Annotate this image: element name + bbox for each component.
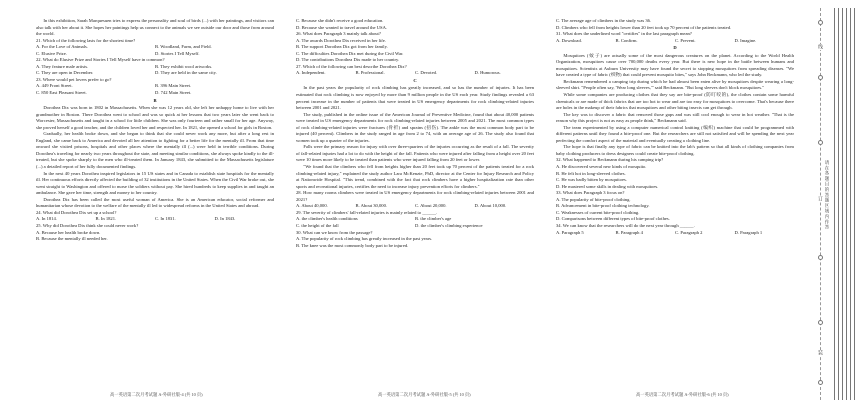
question-31-options (556, 38, 794, 45)
option-d: D. Stories I Tell Myself. (155, 50, 200, 56)
passage-b-paragraph-1: Dorothea Dix was born in 1802 in Massachusetts. When she was 12 years old, she left her unhappy home to live with her grandmother in Boston. There Dorothea went to school and was so quick at her lessons that two years later she went back to Worcester, Massachusetts and taught in a school for little children. She was only fourteen and rather small for her age. Anyway, she proved herself a good teacher, and the children loved her and respected her. In 1821, she opened a school for girls in Boston. (36, 105, 274, 130)
option-a: A. About 40,000. (296, 203, 328, 209)
option-d: D. the climber's climbing experience (415, 222, 483, 228)
option-a: A. the climber's health conditions (296, 216, 358, 222)
option-a: A. Independent. (296, 70, 326, 76)
option-b: B. Because the mentally ill needed her. (36, 236, 108, 242)
option-a: A. For the Love of Animals. (36, 44, 88, 50)
passage-b-paragraph-4: Dorothea Dix has been called the most useful woman of America. She is an American educator, social reformer and humanitarian whose devotion to the welfare of the mentally ill led to widespread reforms in the United States and abroad. (36, 196, 274, 209)
option-b: B. The knee was the most commonly body part to be injured. (296, 242, 409, 248)
passage-b-paragraph-3: In the next 40 years Dorothea inspired legislators in 15 US states and in Canada to establish state hospitals for the mentally ill. Her continuous efforts directly affected the building of 32 institutions in the United States. When the Civil War broke out, she went straight to Washington and offered to nurse the soldiers without pay. She hired hundreds to keep supplies in and taught an ambulance. She gave her time, strength and money to her country. (36, 170, 274, 196)
binding-rule-6 (854, 8, 855, 400)
question-23-options-row-2 (36, 90, 274, 97)
binding-hole-1 (818, 20, 823, 25)
option-c: C. Prevent. (675, 37, 696, 43)
page-footer-middle: 高一英语第二次月考试题 A-外研社版-5 (共 10 页) (378, 392, 471, 397)
option-a: A. 449 Front Street. (36, 83, 73, 89)
option-c: C. The difficulties Dorothea Dix met during the Civil War. (296, 50, 404, 56)
option-d: D. Paragraph 1 (734, 229, 763, 235)
passage-c-paragraph-3: Falls were the primary reason for injury with over three-quarters of the injuries occurring as the result of a fall. The severity of fall-related injuries had a lot to do with the height of the fall. Patients who were injured after falling from a height over 20 feet were 10 times more likely to be treated than patients who were injured falling from 20 feet or lower. (296, 144, 534, 163)
option-b: B. Advancement in bite-proof clothing technology. (556, 203, 650, 209)
option-b: B. Paragraph 4 (615, 229, 643, 235)
passage-b-paragraph-2: Gradually, her health broke down, and she began to think that she could never work any more, but after a long rest in England, she came back to America and devoted all her attention to fighting for a better life for the mentally ill. From that time onward she visited prisons, hospitals and other places where the mentally ill (...) were held in terrible conditions. During Dorothea's traveling for nearly two years throughout the state, and meeting similar conditions, she always spoke kindly to the ill-treated, but she spoke sharply to the men who ill-treated them. In January 1843, she submitted to the Massachusetts legislature (...) a detailed report of her fully documented findings. (36, 131, 274, 170)
passage-d-paragraph-2: Beckmann remembered a camping trip during which he had almost been eaten alive by mosquitoes despite wearing a long-sleeved shirt. "People often say, 'Wear long sleeves,'" said Beckmann. "But long sleeves don't block mosquitoes." (556, 78, 794, 91)
passage-d-paragraph-1: Mosquitoes (蚊子) are actually some of the most dangerous creatures on the planet. According to the World Health Organization, mosquitoes cause over 700,000 deaths every year. But there is new hope in the battle between humans and mosquitoes. Scientists at Auburn University may have found the secret to stopping mosquitoes from spreading diseases. "We have created a type of fabric (织物) that could prevent mosquito bites," says John Beckmann, who led the study. (556, 52, 794, 78)
option-b: B. They exhibit wool artworks. (155, 63, 213, 69)
question-34-stem: 34. We can know that the researchers will do the next year through ______. (556, 222, 695, 228)
question-23-stem: 23. Where would pet lovers prefer to go? (36, 76, 112, 82)
option-a: A. Because her health broke down. (36, 229, 101, 235)
question-21-stem: 21. Which of the following lasts for the shortest time? (36, 37, 136, 43)
binding-hole-5 (818, 320, 823, 325)
question-31-stem: 31. What does the underlined word "certifies" in the last paragraph mean? (556, 31, 692, 37)
option-c: C. Because she didn't receive a good education. (296, 18, 384, 23)
option-c: C. Weaknesses of current bite-proof clothing. (556, 209, 640, 215)
question-33-stem: 33. What does Paragraph 3 focus on? (556, 190, 625, 196)
option-a: A. Paragraph 5 (556, 229, 584, 235)
binding-hole-2 (818, 75, 823, 80)
binding-rule-3 (842, 8, 843, 400)
column-3 (556, 18, 794, 390)
question-28-options (296, 203, 534, 210)
page-footer-left: 高一英语第二次月考试题 A-外研社版-4 (共 10 页) (110, 392, 203, 397)
option-c: C. the height of the fall (296, 222, 339, 228)
question-25-stem: 25. Why did Dorothea Dix think she could never work? (36, 222, 139, 228)
option-b: B. In 1821. (95, 216, 117, 222)
binding-hole-3 (818, 140, 823, 145)
question-32-stem: 32. What happened to Beckmann during his camping trip? (556, 157, 664, 163)
option-c: C. Elusive Prize. (36, 50, 67, 56)
passage-d-paragraph-6: The hope is that finally any type of fabric can be knitted into the lab's pattern so that all kinds of clothing companies from baby clothing producers to dress designers could create bite-proof clothing. (556, 144, 794, 156)
question-29-stem: 29. The severity of climbers' fall-related injuries is mainly related to ______. (296, 209, 438, 215)
passage-d-paragraph-4: The key was to discover a fabric that removed those gaps and was still cool enough to wear in hot weather. "That is the reason why this project is not as easy as people think," Beckmann said. (556, 111, 794, 124)
question-27-options (296, 70, 534, 77)
passage-d-paragraph-5: The team experimented by using a computer numerical control knitting (编织) machine that could be programmed with different patterns until they found a bite-proof one. But the researchers are still not satisfied and will be spending the next year perfecting the comfort aspect of the material and eventually creating a clothing line. (556, 124, 794, 143)
binding-rule-2 (838, 8, 839, 400)
question-27-stem: 27. Which of the following can best describe Dorothea Dix? (296, 63, 407, 69)
option-c: C. The average age of climbers in the study was 36. (556, 18, 652, 23)
column-1 (36, 18, 274, 390)
passage-c-paragraph-2: The study, published in the online issue of the American Journal of Preventive Medicine, found that about 40,000 patients were treated in US emergency departments for rock climbing-related injuries between 2005 and 2021. The most common types of rock climbing-related injuries were fractures (骨折) and sprains (扭伤). The ankle was the most common body part to be injured (40 percent). Climbers in the study ranged in age from 2 to 74, with an average age of 26. The study also found that women took up a quarter of the injuries. (296, 111, 534, 143)
section-d-heading: D (673, 45, 677, 51)
question-24-stem: 24. What did Dorothea Dix set up a school? (36, 209, 117, 215)
option-a: A. The awards Dorothea Dix received in her life. (296, 37, 386, 43)
passage-c-paragraph-1: In the past years the popularity of rock climbing has greatly increased, and so has the number of injuries. It has been estimated that rock climbing is now enjoyed by more than 9 million people in the US each year. Study findings revealed a 63 percent increase in the number of patients that were treated in US emergency departments for rock climbing-related injuries between 2001 and 2021. (296, 85, 534, 111)
option-d: D. The contributions Dorothea Dix made to her country. (296, 57, 400, 63)
binding-mark-line: 线 (817, 44, 822, 50)
passage-d-paragraph-3: While some companies are producing clothes that they say are bite-proof (防叮咬的), the clothes contain some harmful chemicals or are made of thick fabrics that are too hot to wear and are too easy for mosquitoes to overcome. That's because there are holes in the makeup of their fabrics that mosquitoes and other biting insects can get through. (556, 92, 794, 111)
option-b: B. He felt hot in long-sleeved clothes. (556, 170, 626, 176)
page-footer-right: 高一英语第二次月考试题 A-外研社版-6 (共 10 页) (636, 392, 729, 397)
question-26-stem: 26. What does Paragraph 3 mainly talk about? (296, 31, 381, 37)
column-2 (296, 18, 534, 390)
option-c: C. In 1831. (155, 216, 176, 222)
intro-paragraph: In this exhibition, Sarah Marquesuen tries to express the personality and soul of birds (...) with her paintings, and visitors can also talk with her about it. She hopes her paintings help us connect to the animals we see outside our door and those from around the world. (36, 18, 274, 37)
question-30-stem: 30. What can we know from the passage? (296, 229, 373, 235)
option-b: B. About 30,000. (355, 203, 388, 209)
question-22-options-row-2 (36, 70, 274, 77)
answer-area-notice: 请在各题目的答题区域内作答 (825, 160, 830, 231)
option-d: D. Humorous. (474, 70, 501, 76)
option-c: C. He was badly bitten by mosquitoes. (556, 177, 627, 183)
option-a: A. He discovered several new kinds of mosquito. (556, 164, 647, 170)
option-d: D. They are held in the same city. (155, 70, 217, 76)
passage-c-paragraph-4: "We found that the climbers who fell from heights higher than 20 feet took up 70 percent of the patients treated for a rock climbing-related injury," explained the study author Lara McKenzie, PhD, director at the Center for Injury Research and Policy at Nationwide Hospital. "This trend, combined with the fact that rock climbers have a higher hospitalization rate than other sports and recreational injuries, certifies the need to increase injury prevention efforts for climbers." (296, 164, 534, 189)
option-d: D. Because she wanted to travel around the USA. (296, 24, 388, 30)
option-d: D. He mastered some skills in dealing with mosquitoes. (556, 183, 659, 189)
option-c: C. Paragraph 2 (675, 229, 703, 235)
option-d: D. Climbers who fell from heights lower than 20 feet took up 70 percent of the patients treated. (556, 24, 732, 30)
binding-margin (812, 0, 860, 406)
option-c: C. Devoted. (415, 70, 438, 76)
question-34-options (556, 230, 794, 237)
option-a: A. Download. (556, 37, 582, 43)
binding-hole-4 (818, 255, 823, 260)
option-b: B. Confirm. (615, 37, 638, 43)
option-c: C. 850 East Pleasant Street. (36, 90, 87, 96)
question-29-options-row-2 (296, 223, 534, 230)
option-b: B. 396 Main Street. (155, 83, 192, 89)
option-d: D. About 10,000. (474, 203, 507, 209)
option-b: B. the climber's age (415, 216, 452, 222)
option-a: A. They feature male artists. (36, 63, 89, 69)
option-b: B. The support Dorothea Dix got from her family. (296, 44, 388, 50)
section-c-heading: C (413, 77, 417, 83)
option-d: D. In 1843. (214, 216, 236, 222)
binding-hole-6 (818, 380, 823, 385)
binding-rule-5 (850, 8, 851, 400)
question-22-stem: 22. What do Elusive Prize and Stories I Tell Myself have in common? (36, 57, 165, 63)
option-c: C. They are open in December. (36, 70, 94, 76)
binding-mark-bind: 装 (817, 350, 822, 356)
section-b-heading: B (153, 97, 157, 103)
option-b: B. Professional. (355, 70, 385, 76)
question-28-stem: 28. How many rooms climbers were treated in US emergency departments for rock climbing-related injuries between 2001 and 2021? (296, 190, 534, 202)
option-d: D. 742 Main Street. (155, 90, 192, 96)
option-a: A. The popularity of rock climbing has greatly increased in the past years. (296, 236, 433, 242)
question-24-options (36, 216, 274, 223)
option-d: D. Imagine. (734, 37, 757, 43)
option-d: D. Comparisons between different types of bite-proof clothes. (556, 216, 670, 222)
cut-line (820, 8, 821, 400)
option-c: C. About 20,000. (415, 203, 447, 209)
binding-rule-4 (846, 8, 847, 400)
option-a: A. The popularity of bite-proof clothing. (556, 196, 631, 202)
binding-mark-order: 订 (817, 196, 822, 202)
binding-rule-1 (834, 8, 835, 400)
option-b: B. Woodland, Farm, and Field. (155, 44, 212, 50)
option-a: A. In 1814. (36, 216, 57, 222)
